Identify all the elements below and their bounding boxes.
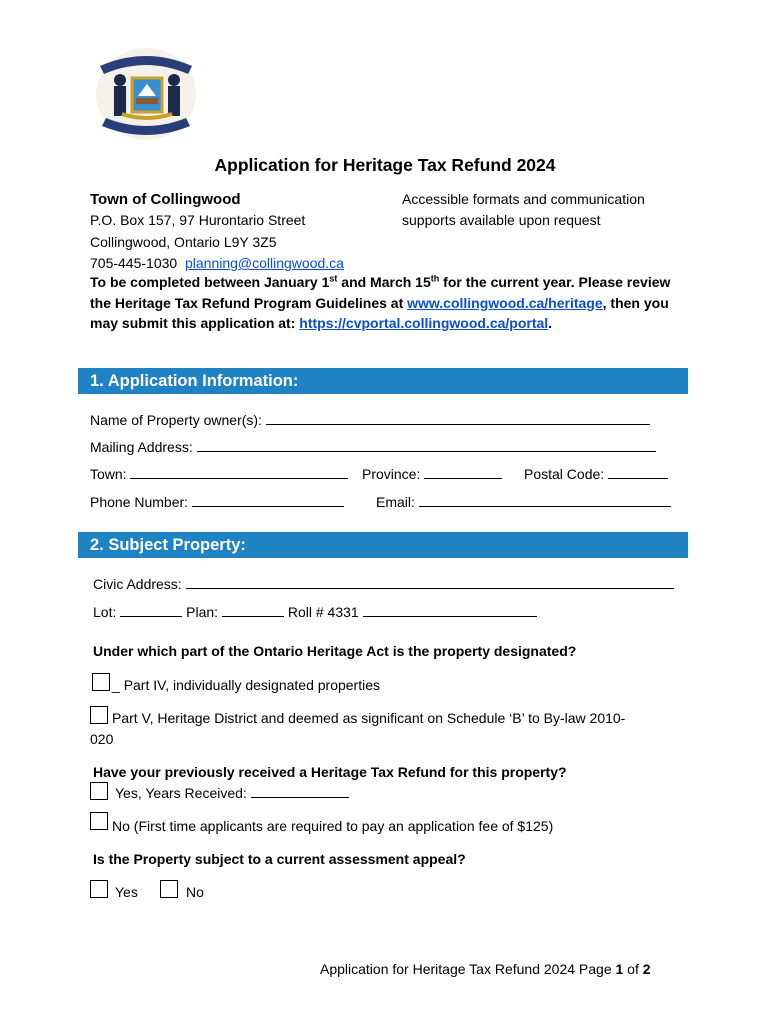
part-v-checkbox[interactable] (90, 706, 108, 724)
civic-label: Civic Address: (93, 576, 182, 592)
appeal-no-label: No (186, 884, 204, 900)
postal-label: Postal Code: (524, 466, 605, 482)
previous-yes-checkbox[interactable] (90, 782, 108, 800)
previous-no-checkbox[interactable] (90, 812, 108, 830)
part-iv-label: _ Part IV, individually designated properties (112, 677, 380, 693)
intro-text-2: and March 15 (337, 274, 431, 290)
page-title: Application for Heritage Tax Refund 2024 (214, 155, 556, 175)
part-iv-checkbox[interactable] (92, 673, 110, 691)
phone-field[interactable] (192, 494, 344, 507)
mailing-field[interactable] (197, 439, 656, 452)
province-row (362, 466, 502, 482)
footer-of: of (623, 961, 643, 977)
designation-question: Under which part of the Ontario Heritage Act is the property designated? (93, 643, 577, 659)
civic-row (93, 576, 674, 592)
phone-row (90, 494, 344, 510)
province-label: Province: (362, 466, 421, 482)
email-row (376, 494, 671, 510)
intro-text-5: . (548, 315, 553, 331)
footer-page-number: 1 (615, 961, 624, 977)
section-1-header: 1. Application Information: (78, 368, 688, 394)
lot-plan-roll-row (93, 604, 537, 620)
part-v-label: Part V, Heritage District and deemed as significant on Schedule ‘B’ to By-law 2010- (112, 710, 626, 726)
org-name: Town of Collingwood (90, 191, 241, 208)
email-field[interactable] (419, 494, 671, 507)
phone-number: 705-445-1030 (90, 255, 178, 271)
portal-link[interactable]: https://cvportal.collingwood.ca/portal (299, 315, 549, 331)
previous-yes-row (115, 785, 349, 801)
accessible-note-2: supports available upon request (402, 212, 601, 228)
owner-row (90, 412, 650, 428)
postal-row (524, 466, 668, 482)
mailing-row (90, 439, 656, 455)
appeal-yes-label: Yes (115, 884, 138, 900)
owner-label: Name of Property owner(s): (90, 412, 262, 428)
heritage-guidelines-link[interactable]: www.collingwood.ca/heritage (407, 294, 603, 311)
previous-no-label: No (First time applicants are required to pay an application fee of $125) (112, 818, 554, 834)
intro-sup-1: st (329, 273, 338, 284)
previous-refund-question: Have your previously received a Heritage Tax Refund for this property? (93, 764, 567, 780)
owner-field[interactable] (266, 412, 650, 425)
email-link[interactable]: planning@collingwood.ca (184, 255, 344, 271)
intro-paragraph (90, 272, 690, 334)
email-label: Email: (376, 494, 415, 510)
footer-text: Application for Heritage Tax Refund 2024 Page (320, 961, 616, 977)
town-row (90, 466, 348, 482)
intro-text-3: for the current year. Please review the Heritage Tax Refund Program Guidelines at (90, 274, 671, 311)
roll-field[interactable] (363, 604, 537, 617)
section-2-header: 2. Subject Property: (78, 532, 688, 558)
lot-label: Lot: (93, 604, 117, 620)
footer-page-total: 2 (642, 961, 651, 977)
roll-label: Roll # 4331 (287, 604, 359, 620)
years-received-field[interactable] (251, 785, 349, 798)
address-line-1: P.O. Box 157, 97 Hurontario Street (90, 212, 306, 228)
intro-sup-2: th (430, 273, 440, 284)
page-footer (320, 961, 651, 977)
postal-field[interactable] (608, 466, 668, 479)
town-crest-logo (92, 44, 200, 144)
accessible-note-1: Accessible formats and communication (402, 191, 645, 207)
previous-yes-label: Yes, Years Received: (115, 785, 247, 801)
address-line-2: Collingwood, Ontario L9Y 3Z5 (90, 234, 277, 250)
appeal-question: Is the Property subject to a current assessment appeal? (93, 851, 466, 867)
intro-text-1: To be completed between January 1 (90, 274, 330, 290)
appeal-no-checkbox[interactable] (160, 880, 178, 898)
mailing-label: Mailing Address: (90, 439, 193, 455)
lot-field[interactable] (120, 604, 182, 617)
province-field[interactable] (424, 466, 502, 479)
plan-label: Plan: (186, 604, 219, 620)
part-iv-text: Part IV, individually designated properties (123, 677, 380, 693)
intro-text-4: , then you may submit this application at: (90, 294, 669, 331)
plan-field[interactable] (222, 604, 284, 617)
part-v-label-cont: 020 (90, 731, 114, 747)
contact-line (90, 255, 344, 271)
appeal-yes-checkbox[interactable] (90, 880, 108, 898)
phone-label: Phone Number: (90, 494, 189, 510)
town-field[interactable] (130, 466, 348, 479)
civic-field[interactable] (186, 576, 674, 589)
town-label: Town: (90, 466, 127, 482)
